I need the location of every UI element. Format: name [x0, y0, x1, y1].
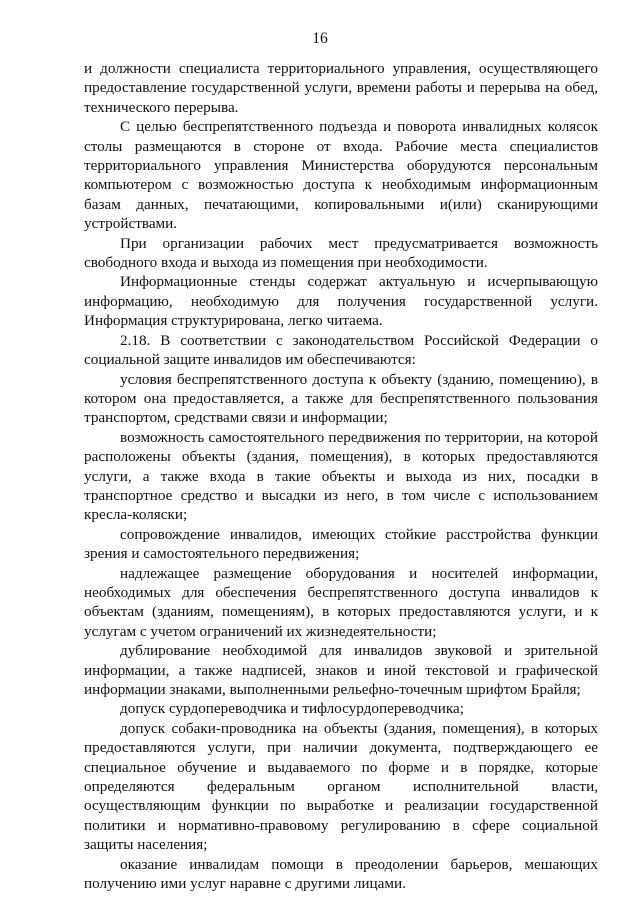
list-item-equipment-placement: надлежащее размещение оборудования и носителей информации, необходимых для обеспечения беспрепятственного доступа инвалидов к объектам (зданиям, помещениям), в которых предоставляются услуги, и к услугам с учетом ограничений их жизнедеятельности; [84, 564, 598, 640]
paragraph-continued: и должности специалиста территориального управления, осуществляющего предоставление государственной услуги, времени работы и перерыва на обед, технического перерыва. [84, 60, 598, 116]
list-item-braille-duplication: дублирование необходимой для инвалидов звуковой и зрительной информации, а также надписей, знаков и иной текстовой и графической информации знаками, выполненными рельефно-точечным шрифтом Брайля; [84, 642, 598, 698]
list-item-guide-dog: допуск собаки-проводника на объекты (здания, помещения), в которых предоставляются услуги, при наличии документа, подтверждающего ее специальное обучение и выдаваемого по форме и в порядке, которые определяются федеральным органом исполнительной власти, осуществляющим функции по выработке и реализации государственной политики и нормативно-правовому регулированию в сфере социальной защиты населения; [84, 719, 598, 854]
paragraph-wheelchair-access: С целью беспрепятственного подъезда и поворота инвалидных колясок столы размещаются в стороне от входа. Рабочие места специалистов территориального управления Министерства оборудуются персональным компьютером с возможностью доступа к необходимым информационным базам данных, печатающими, копировальными и(или) сканирующими устройствами. [84, 118, 598, 233]
page-number: 16 [312, 30, 328, 47]
list-item-access-conditions: условия беспрепятственного доступа к объекту (зданию, помещению), в котором она предоставляется, а также для беспрепятственного пользования транспортом, средствами связи и информации; [84, 370, 598, 427]
document-body [84, 59, 598, 893]
list-item-sign-interpreter: допуск сурдопереводчика и тифлосурдопереводчика; [120, 700, 464, 718]
list-item-movement: возможность самостоятельного передвижения по территории, на которой расположены объекты (здания, помещения), в которых предоставляются услуги, а также входа в такие объекты и выхода из них, посадки в транспортное средство и высадки из него, в том числе с использованием кресла-коляски; [84, 428, 598, 524]
paragraph-workplaces: При организации рабочих мест предусматривается возможность свободного входа и выхода из помещения при необходимости. [84, 234, 598, 272]
paragraph-info-stands: Информационные стенды содержат актуальную и исчерпывающую информацию, необходимую для получения государственной услуги. Информация структурирована, легко читаема. [84, 273, 598, 330]
paragraph-section-2-18: 2.18. В соответствии с законодательством Российской Федерации о социальной защите инвалидов им обеспечиваются: [84, 331, 598, 369]
list-item-escort: сопровождение инвалидов, имеющих стойкие расстройства функции зрения и самостоятельного передвижения; [84, 525, 598, 563]
list-item-barrier-assistance: оказание инвалидам помощи в преодолении барьеров, мешающих получению ими услуг наравне с другими лицами. [84, 855, 598, 893]
